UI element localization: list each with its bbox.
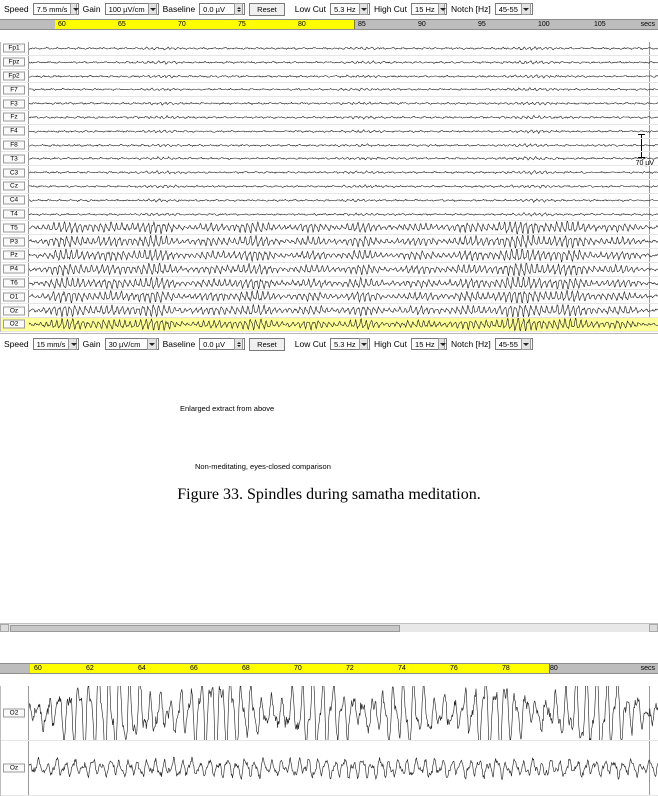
baseline-label: Baseline — [162, 4, 196, 14]
ruler-tick: 68 — [242, 665, 250, 672]
chevron-down-icon — [70, 3, 76, 15]
eeg-channel-row[interactable] — [1, 304, 658, 318]
eeg-channel-row[interactable] — [1, 208, 658, 222]
eeg-trace — [29, 166, 658, 179]
ruler-tick: 75 — [238, 21, 246, 28]
ruler-tick: 62 — [86, 665, 94, 672]
lowcut-select-value: 5.3 Hz — [333, 339, 356, 349]
baseline-value: 0.0 µV — [203, 4, 226, 14]
channel-label: C3 — [3, 168, 25, 177]
eeg-channel-row[interactable] — [1, 166, 658, 180]
eeg-channel-row[interactable] — [1, 125, 658, 139]
channel-label: T6 — [3, 278, 25, 287]
speed-label: Speed — [4, 4, 29, 14]
top-eeg-chart — [0, 42, 658, 332]
eeg-channel-row[interactable] — [1, 686, 658, 741]
highcut-select[interactable] — [411, 3, 447, 15]
eeg-trace — [29, 221, 658, 234]
top-time-ruler[interactable] — [0, 19, 658, 30]
chevron-down-icon — [438, 338, 445, 350]
bottom-eeg-chart — [0, 686, 658, 796]
ruler-tick: 85 — [358, 21, 366, 28]
ruler-tick: 60 — [58, 21, 66, 28]
eeg-trace — [29, 139, 658, 152]
gain-select[interactable] — [105, 3, 159, 15]
eeg-trace — [29, 290, 658, 303]
channel-label: Pz — [3, 251, 25, 260]
channel-label: Fp1 — [3, 44, 25, 53]
eeg-channel-row[interactable] — [1, 97, 658, 111]
channel-label: O2 — [3, 709, 25, 718]
ruler-highlight-region — [30, 664, 550, 673]
ruler-tick: 70 — [294, 665, 302, 672]
notch-select[interactable] — [495, 338, 533, 350]
eeg-channel-row[interactable] — [1, 263, 658, 277]
panel-divider — [0, 333, 658, 334]
ruler-tick: 76 — [450, 665, 458, 672]
eeg-trace — [29, 277, 658, 290]
eeg-channel-row[interactable] — [1, 152, 658, 166]
lowcut-label: Low Cut — [294, 4, 326, 14]
gain-label: Gain — [82, 4, 101, 14]
eeg-trace — [29, 83, 658, 96]
speed-select-value: 7.5 mm/s — [36, 4, 68, 14]
chevron-down-icon — [147, 338, 157, 350]
notch-label: Notch [Hz] — [451, 339, 491, 349]
channel-label: T4 — [3, 209, 25, 218]
stepper-arrows-icon[interactable] — [234, 338, 243, 350]
channel-label: O1 — [3, 292, 25, 301]
channel-label: Oz — [3, 306, 25, 315]
top-horizontal-scrollbar[interactable] — [0, 623, 658, 632]
chevron-down-icon — [359, 3, 368, 15]
speed-label: Speed — [4, 339, 29, 349]
eeg-channel-row[interactable] — [1, 221, 658, 235]
eeg-trace — [29, 42, 658, 55]
channel-label: Oz — [3, 764, 25, 773]
speed-select-value: 15 mm/s — [36, 339, 66, 349]
channel-label: F4 — [3, 127, 25, 136]
bottom-time-ruler[interactable] — [0, 663, 658, 674]
channel-label: F3 — [3, 99, 25, 108]
baseline-stepper[interactable] — [199, 338, 245, 350]
ruler-tick: 65 — [118, 21, 126, 28]
channel-label: Fz — [3, 113, 25, 122]
channel-label: F8 — [3, 140, 25, 149]
eeg-channel-row[interactable] — [1, 42, 658, 56]
eeg-channel-row[interactable] — [1, 235, 658, 249]
gain-select[interactable] — [105, 338, 159, 350]
ruler-tick: 95 — [478, 21, 486, 28]
stepper-arrows-icon[interactable] — [234, 3, 243, 15]
notch-select[interactable] — [495, 3, 533, 15]
speed-select[interactable] — [33, 338, 79, 350]
eeg-trace — [29, 70, 658, 83]
chevron-down-icon — [521, 3, 531, 15]
eeg-channel-row[interactable] — [1, 180, 658, 194]
eeg-trace — [29, 97, 658, 110]
notch-select-value: 45-55 — [498, 4, 518, 14]
channel-label: P4 — [3, 265, 25, 274]
lowcut-select[interactable] — [330, 3, 370, 15]
notch-select-value: 45-55 — [498, 339, 518, 349]
channel-label: F7 — [3, 85, 25, 94]
reset-button[interactable]: Reset — [249, 338, 285, 351]
channel-label: O2 — [3, 320, 25, 329]
channel-label: Cz — [3, 182, 25, 191]
eeg-trace — [29, 208, 658, 221]
eeg-channel-row[interactable] — [1, 111, 658, 125]
channel-label: Fpz — [3, 58, 25, 67]
channel-label: C4 — [3, 196, 25, 205]
notch-label: Notch [Hz] — [451, 4, 491, 14]
lowcut-select-value: 5.3 Hz — [333, 4, 356, 14]
eeg-trace — [29, 304, 658, 317]
highcut-select-value: 15 Hz — [415, 4, 435, 14]
ruler-tick: 78 — [502, 665, 510, 672]
chevron-down-icon — [438, 3, 445, 15]
eeg-trace — [29, 152, 658, 165]
ruler-highlight-region — [55, 20, 355, 29]
highcut-select[interactable] — [411, 338, 447, 350]
scroll-thumb[interactable] — [10, 625, 400, 632]
speed-select[interactable] — [33, 3, 79, 15]
eeg-trace — [29, 180, 658, 193]
eeg-channel-row[interactable] — [1, 139, 658, 153]
chevron-down-icon — [521, 338, 531, 350]
eeg-trace — [29, 125, 658, 138]
gain-select-value: 30 µV/cm — [108, 339, 141, 349]
comparison-annotation: Non-meditating, eyes-closed comparison — [195, 462, 331, 471]
enlarged-extract-annotation: Enlarged extract from above — [180, 404, 275, 413]
highcut-label: High Cut — [373, 4, 408, 14]
channel-label: T5 — [3, 223, 25, 232]
ruler-tick: 105 — [594, 21, 606, 28]
reset-button[interactable]: Reset — [249, 3, 285, 16]
eeg-channel-row[interactable] — [1, 277, 658, 291]
baseline-value: 0.0 µV — [203, 339, 226, 349]
eeg-trace — [29, 686, 658, 740]
ruler-tick: 70 — [178, 21, 186, 28]
baseline-label: Baseline — [162, 339, 196, 349]
ruler-tick: 66 — [190, 665, 198, 672]
eeg-channel-row[interactable] — [1, 70, 658, 84]
ruler-tick: 80 — [550, 665, 558, 672]
eeg-channel-row[interactable] — [1, 741, 658, 796]
eeg-trace — [29, 249, 658, 262]
top-toolbar — [0, 0, 658, 18]
eeg-channel-row[interactable] — [1, 56, 658, 70]
ruler-unit-label: secs — [640, 21, 655, 28]
scroll-left-arrow-icon[interactable] — [0, 624, 9, 632]
eeg-channel-row[interactable] — [1, 318, 658, 332]
eeg-channel-row[interactable] — [1, 249, 658, 263]
eeg-trace — [29, 235, 658, 248]
ruler-unit-label: secs — [640, 665, 655, 672]
ruler-tick: 64 — [138, 665, 146, 672]
gain-label: Gain — [82, 339, 101, 349]
eeg-channel-row[interactable] — [1, 290, 658, 304]
bottom-toolbar — [0, 335, 658, 353]
ruler-tick: 80 — [298, 21, 306, 28]
channel-label: Fp2 — [3, 71, 25, 80]
eeg-trace — [29, 111, 658, 124]
lowcut-label: Low Cut — [294, 339, 326, 349]
ruler-tick: 72 — [346, 665, 354, 672]
highcut-select-value: 15 Hz — [415, 339, 435, 349]
amplitude-scale-label: 70 µV — [635, 160, 654, 167]
highcut-label: High Cut — [373, 339, 408, 349]
eeg-trace — [29, 194, 658, 207]
chevron-down-icon — [359, 338, 368, 350]
ruler-tick: 74 — [398, 665, 406, 672]
ruler-tick: 90 — [418, 21, 426, 28]
eeg-trace — [29, 263, 658, 276]
ruler-tick: 100 — [538, 21, 550, 28]
eeg-channel-row[interactable] — [1, 194, 658, 208]
eeg-trace — [29, 56, 658, 69]
figure-caption: Figure 33. Spindles during samatha meditation. — [177, 486, 481, 503]
baseline-stepper[interactable] — [199, 3, 245, 15]
gain-select-value: 100 µV/cm — [108, 4, 145, 14]
scroll-right-arrow-icon[interactable] — [649, 624, 658, 632]
eeg-trace — [29, 741, 658, 795]
eeg-channel-row[interactable] — [1, 83, 658, 97]
chevron-down-icon — [148, 3, 157, 15]
channel-label: P3 — [3, 237, 25, 246]
ruler-tick: 60 — [34, 665, 42, 672]
channel-label: T3 — [3, 154, 25, 163]
chevron-down-icon — [68, 338, 76, 350]
eeg-trace — [29, 318, 658, 331]
lowcut-select[interactable] — [330, 338, 370, 350]
